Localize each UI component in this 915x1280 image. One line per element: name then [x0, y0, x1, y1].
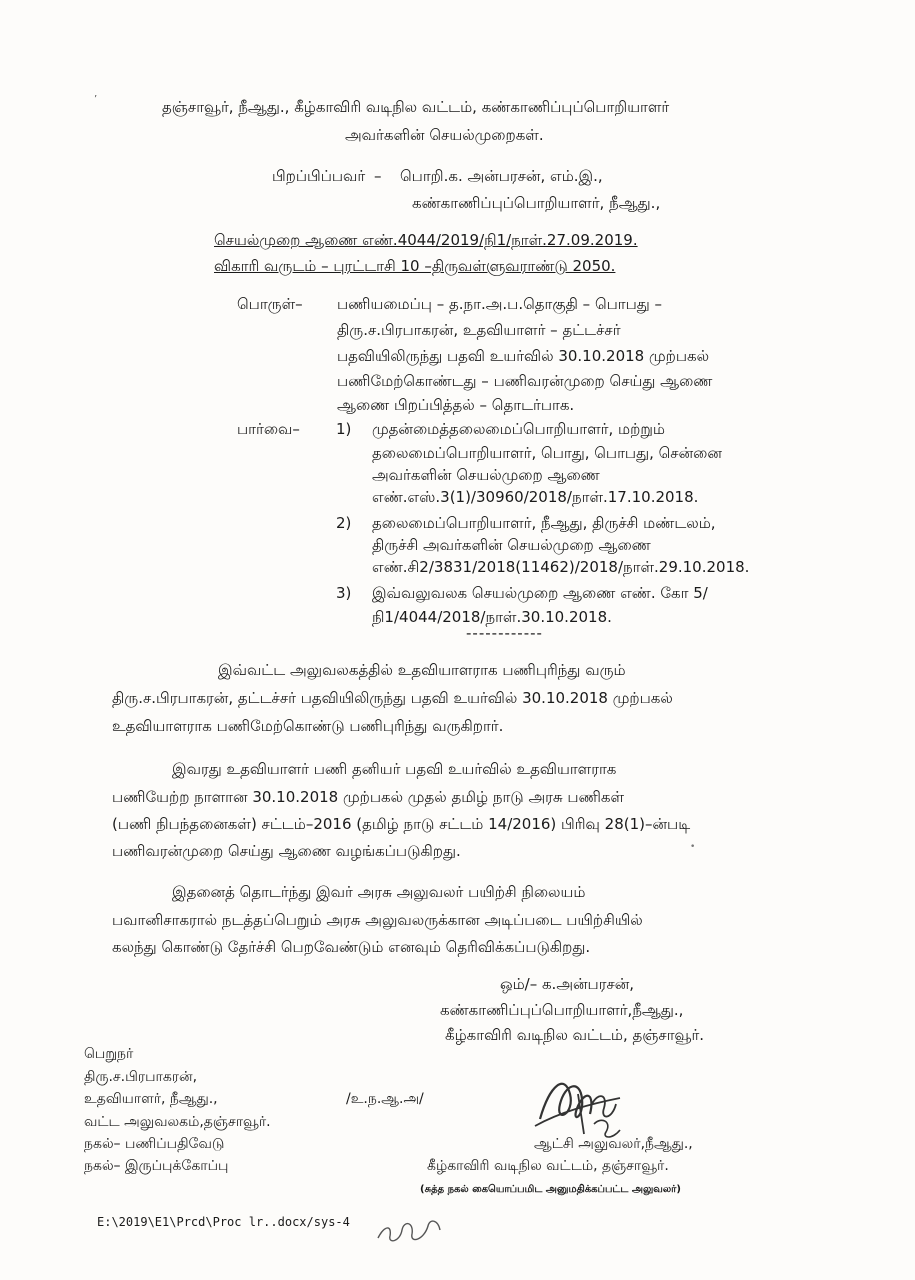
- body-para3-line: பவானிசாகரால் நடத்தப்பெறும் அரசு அலுவலருக்கான அடிப்படை பயிற்சியில்: [112, 911, 643, 929]
- subject-label: பொருள்–: [237, 295, 303, 313]
- body-para1-line: திரு.ச.பிரபாகரன், தட்டச்சர் பதவியிலிருந்து பதவி உயர்வில் 30.10.2018 முற்பகல்: [112, 689, 673, 707]
- body-para3-line: இதனைத் தொடர்ந்து இவர் அரசு அலுவலர் பயிற்சி நிலையம்: [172, 883, 586, 901]
- attestation-line: கீழ்காவிரி வடிநில வட்டம், தஞ்சாவூர்.: [427, 1158, 669, 1174]
- subject-line: பணிமேற்கொண்டது – பணிவரன்முறை செய்து ஆணை: [337, 372, 713, 390]
- body-para2-line: பணியேற்ற நாளான 30.10.2018 முற்பகல் முதல் தமிழ் நாடு அரசு பணிகள்: [112, 788, 625, 806]
- reference-line: முதன்மைத்தலைமைப்பொறியாளர், மற்றும்: [372, 420, 665, 438]
- stray-mark: ’: [94, 94, 98, 105]
- reference-line: எண்.சி2/3831/2018(11462)/2018/நாள்.29.10.2018.: [372, 558, 750, 576]
- recipient-line: திரு.ச.பிரபாகரன்,: [84, 1069, 198, 1085]
- copy-line: நகல்– பணிப்பதிவேடு: [84, 1136, 225, 1152]
- issuer-designation: கண்காணிப்புப்பொறியாளர், நீஆது.,: [412, 194, 661, 212]
- handwritten-initials: [372, 1208, 447, 1248]
- header-line-2: அவர்களின் செயல்முறைகள்.: [345, 126, 544, 144]
- order-number: செயல்முறை ஆணை எண்.4044/2019/நி1/நாள்.27.09.2019.: [214, 231, 638, 249]
- subject-line: பணியமைப்பு – த.நா.அ.ப.தொகுதி – பொபது –: [337, 295, 663, 313]
- attestation-line: ஆட்சி அலுவலர்,நீஆது.,: [534, 1136, 693, 1152]
- reference-line: தலைமைப்பொறியாளர், பொது, பொபது, சென்னை: [372, 444, 722, 462]
- subject-line: திரு.ச.பிரபாகரன், உதவியாளர் – தட்டச்சர்: [337, 321, 621, 339]
- copy-line: நகல்– இருப்புக்கோப்பு: [84, 1158, 229, 1174]
- order-date: விகாரி வருடம் – புரட்டாசி 10 –திருவள்ளுவராண்டு 2050.: [214, 257, 616, 275]
- reference-line: எண்.எஸ்.3(1)/30960/2018/நாள்.17.10.2018.: [372, 488, 699, 506]
- attestation-note: (சுத்த நகல் கையொப்பமிட அனுமதிக்கப்பட்ட அலுவலர்): [420, 1184, 681, 1195]
- reference-line: தலைமைப்பொறியாளர், நீஆது, திருச்சி மண்டலம்,: [372, 514, 716, 532]
- reference-line: நி1/4044/2018/நாள்.30.10.2018.: [372, 608, 612, 626]
- reference-number: 3): [336, 584, 352, 602]
- issuer-name: பொறி.க. அன்பரசன், எம்.இ.,: [400, 167, 603, 185]
- subject-line: பதவியிலிருந்து பதவி உயர்வில் 30.10.2018 முற்பகல்: [337, 347, 710, 365]
- recipient-line: உதவியாளர், நீஆது.,: [84, 1091, 218, 1107]
- reference-line: அவர்களின் செயல்முறை ஆணை: [372, 466, 600, 484]
- reference-line: இவ்வலுவலக செயல்முறை ஆணை எண். கோ 5/: [372, 584, 708, 602]
- reference-number: 1): [336, 420, 352, 438]
- signoff-line: ஒம்/– க.அன்பரசன்,: [500, 975, 635, 993]
- recipient-heading: பெறுநர்: [84, 1046, 134, 1062]
- issuer-label: பிறப்பிப்பவர்: [272, 167, 366, 185]
- body-para2-line: (பணி நிபந்தனைகள்) சட்டம்–2016 (தமிழ் நாடு சட்டம் 14/2016) பிரிவு 28(1)–ன்படி: [112, 815, 691, 833]
- file-path: E:\2019\E1\Prcd\Proc lr..docx/sys-4: [97, 1215, 350, 1229]
- by-order-mark: /உ.ந.ஆ.அ/: [346, 1091, 424, 1107]
- recipient-line: வட்ட அலுவலகம்,தஞ்சாவூர்.: [84, 1114, 271, 1130]
- signoff-line: கீழ்காவிரி வடிநில வட்டம், தஞ்சாவூர்.: [445, 1026, 705, 1044]
- header-line-1: தஞ்சாவூர், நீஆது., கீழ்காவிரி வடிநில வட்டம், கண்காணிப்புப்பொறியாளர்: [162, 98, 670, 116]
- references-label: பார்வை–: [237, 420, 300, 438]
- separator-line: ------------: [466, 624, 543, 642]
- issuer-dash: –: [374, 167, 382, 185]
- body-para2-line: இவரது உதவியாளர் பணி தனியர் பதவி உயர்வில் உதவியாளராக: [172, 760, 617, 778]
- body-para2-line: பணிவரன்முறை செய்து ஆணை வழங்கப்படுகிறது.: [112, 842, 461, 860]
- reference-number: 2): [336, 514, 352, 532]
- stray-mark: •: [690, 842, 696, 852]
- body-para1-line: உதவியாளராக பணிமேற்கொண்டு பணிபுரிந்து வருகிறார்.: [112, 717, 504, 735]
- signoff-line: கண்காணிப்புப்பொறியாளர்,நீஆது.,: [440, 1001, 684, 1019]
- reference-line: திருச்சி அவர்களின் செயல்முறை ஆணை: [372, 536, 651, 554]
- body-para1-line: இவ்வட்ட அலுவலகத்தில் உதவியாளராக பணிபுரிந்து வரும்: [218, 661, 626, 679]
- body-para3-line: கலந்து கொண்டு தேர்ச்சி பெறவேண்டும் எனவும் தெரிவிக்கப்படுகிறது.: [112, 938, 591, 956]
- subject-line: ஆணை பிறப்பித்தல் – தொடர்பாக.: [337, 396, 575, 414]
